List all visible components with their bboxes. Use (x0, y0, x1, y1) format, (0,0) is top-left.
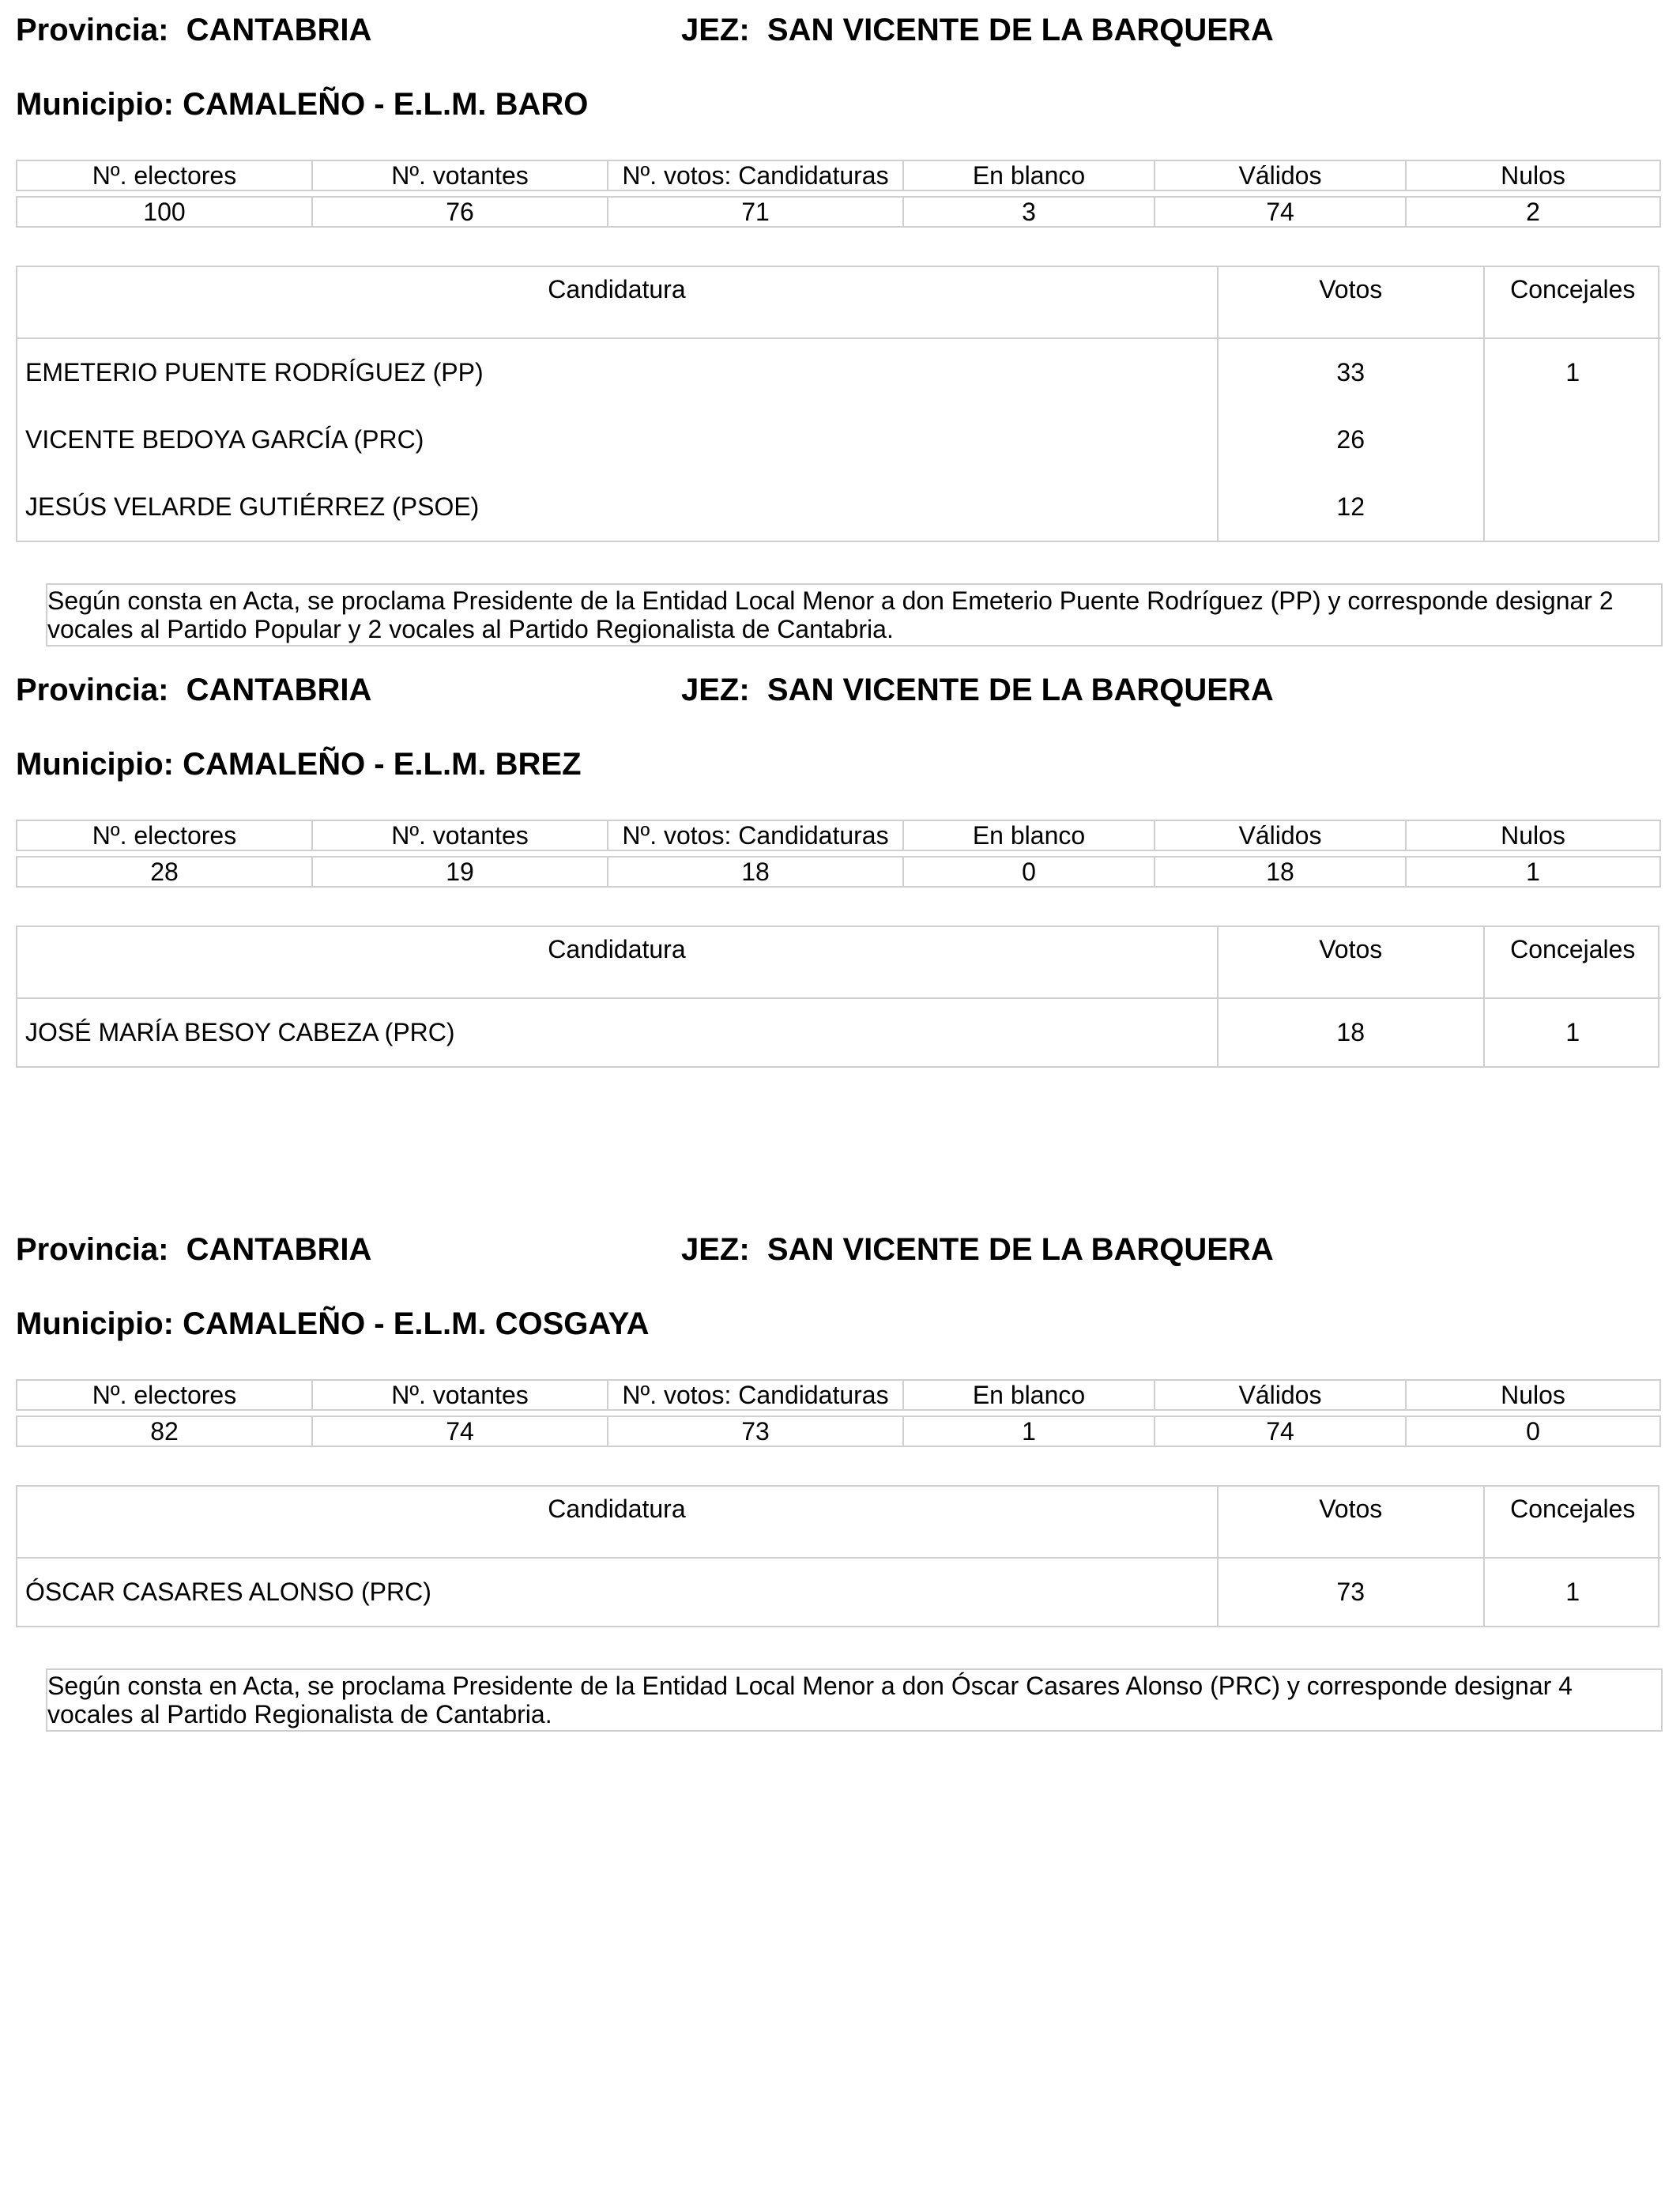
results-block-baro (16, 0, 1659, 647)
stats-value-row: 28 19 18 0 18 1 (17, 857, 1660, 887)
provincia-heading: Provincia: CANTABRIA (16, 13, 372, 47)
results-block-brez (16, 660, 1659, 1068)
table-row: JESÚS VELARDE GUTIÉRREZ (PSOE) 12 (17, 473, 1661, 541)
municipio-heading: Municipio: CAMALEÑO - E.L.M. COSGAYA (16, 1306, 650, 1341)
block-header (16, 0, 1659, 47)
candidates-table (16, 266, 1659, 542)
stats-table (16, 160, 1661, 228)
table-row: ÓSCAR CASARES ALONSO (PRC) 73 1 (17, 1558, 1661, 1626)
jez-heading: JEZ: SAN VICENTE DE LA BARQUERA (681, 673, 1274, 707)
table-row: JOSÉ MARÍA BESOY CABEZA (PRC) 18 1 (17, 998, 1661, 1066)
stats-header-row: Nº. electores Nº. votantes Nº. votos: Candidaturas En blanco Válidos Nulos (17, 160, 1660, 190)
jez-heading: JEZ: SAN VICENTE DE LA BARQUERA (681, 1232, 1274, 1267)
stats-header-row: Nº. electores Nº. votantes Nº. votos: Candidaturas En blanco Válidos Nulos (17, 820, 1660, 850)
provincia-heading: Provincia: CANTABRIA (16, 1232, 372, 1267)
table-row: EMETERIO PUENTE RODRÍGUEZ (PP) 33 1 (17, 338, 1661, 406)
block-header (16, 1220, 1659, 1267)
stats-header-row: Nº. electores Nº. votantes Nº. votos: Candidaturas En blanco Válidos Nulos (17, 1380, 1660, 1410)
stats-value-row: 100 76 71 3 74 2 (17, 197, 1660, 227)
candidates-header-row: Candidatura Votos Concejales (17, 1487, 1661, 1558)
stats-value-row: 82 74 73 1 74 0 (17, 1416, 1660, 1446)
candidates-header-row: Candidatura Votos Concejales (17, 267, 1661, 338)
block-header (16, 660, 1659, 707)
stats-table (16, 1379, 1661, 1447)
municipio-heading: Municipio: CAMALEÑO - E.L.M. BREZ (16, 747, 582, 782)
municipio-heading: Municipio: CAMALEÑO - E.L.M. BARO (16, 87, 589, 122)
candidates-table (16, 1485, 1659, 1627)
acta-note: Según consta en Acta, se proclama Presidente de la Entidad Local Menor a don Emeterio Puente Rodríguez (PP) y corresponde designar 2 vocales al Partido Popular y 2 vocales al Partido Regionalista de Cantabria. (46, 583, 1663, 647)
acta-note: Según consta en Acta, se proclama Presidente de la Entidad Local Menor a don Óscar Casares Alonso (PRC) y corresponde designar 4 vocales al Partido Regionalista de Cantabria. (46, 1668, 1663, 1732)
table-row: VICENTE BEDOYA GARCÍA (PRC) 26 (17, 406, 1661, 473)
provincia-heading: Provincia: CANTABRIA (16, 673, 372, 707)
jez-heading: JEZ: SAN VICENTE DE LA BARQUERA (681, 13, 1274, 47)
candidates-header-row: Candidatura Votos Concejales (17, 927, 1661, 998)
results-block-cosgaya (16, 1220, 1659, 1732)
stats-table (16, 820, 1661, 888)
candidates-table (16, 925, 1659, 1068)
